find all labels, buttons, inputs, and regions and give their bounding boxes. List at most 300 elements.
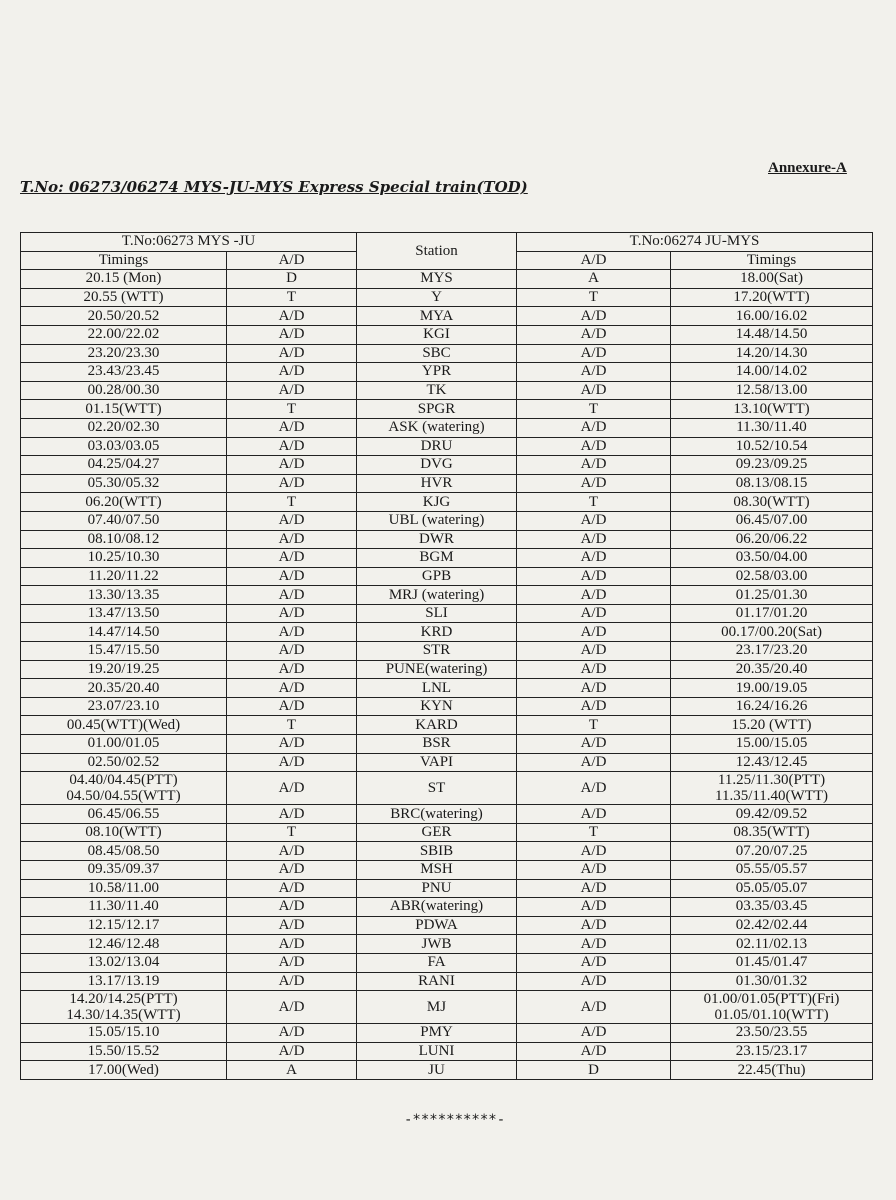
left-train-header: T.No:06273 MYS -JU	[21, 233, 357, 252]
up-timing-cell-line: 13.02/13.04	[87, 954, 160, 971]
down-ad-cell: A/D	[517, 307, 671, 326]
down-timing-cell	[671, 679, 873, 698]
down-ad-cell: A	[517, 270, 671, 289]
down-ad-cell: A/D	[517, 953, 671, 972]
down-ad-cell: A/D	[517, 972, 671, 991]
up-timing-cell-line: 15.47/15.50	[87, 642, 160, 659]
station-cell: SBC	[357, 344, 517, 363]
down-timing-cell-line: 06.20/06.22	[735, 530, 808, 547]
down-timing-cell	[671, 307, 873, 326]
table-row	[21, 530, 873, 549]
table-row	[21, 898, 873, 917]
station-cell: DRU	[357, 437, 517, 456]
up-timing-cell-line: 20.55 (WTT)	[83, 289, 164, 306]
right-ad-header: A/D	[517, 251, 671, 270]
down-timing-cell-line: 01.17/01.20	[735, 605, 808, 622]
up-timing-cell-line: 02.20/02.30	[87, 419, 160, 436]
down-timing-cell-line: 19.00/19.05	[735, 679, 808, 696]
station-cell: RANI	[357, 972, 517, 991]
down-timing-cell	[671, 567, 873, 586]
right-train-header: T.No:06274 JU-MYS	[517, 233, 873, 252]
down-timing-cell-line: 17.20(WTT)	[733, 289, 810, 306]
up-timing-cell	[21, 344, 227, 363]
station-cell: PNU	[357, 879, 517, 898]
up-timing-cell-line: 09.35/09.37	[87, 861, 160, 878]
up-timing-cell-line: 13.47/13.50	[87, 605, 160, 622]
down-timing-cell	[671, 400, 873, 419]
down-timing-cell-line: 01.05/01.10(WTT)	[714, 1007, 829, 1024]
up-timing-cell	[21, 307, 227, 326]
up-timing-cell-line: 10.58/11.00	[87, 879, 160, 896]
down-timing-cell	[671, 916, 873, 935]
down-ad-cell: T	[517, 288, 671, 307]
up-ad-cell: A/D	[227, 325, 357, 344]
down-timing-cell	[671, 418, 873, 437]
up-timing-cell	[21, 642, 227, 661]
up-timing-cell-line: 00.45(WTT)(Wed)	[66, 716, 181, 733]
down-timing-cell	[671, 437, 873, 456]
up-timing-cell	[21, 288, 227, 307]
up-ad-cell: T	[227, 400, 357, 419]
up-timing-cell	[21, 1061, 227, 1080]
up-ad-cell: A/D	[227, 953, 357, 972]
down-timing-cell	[671, 604, 873, 623]
down-timing-cell	[671, 935, 873, 954]
down-timing-cell-line: 03.50/04.00	[735, 549, 808, 566]
up-timing-cell	[21, 586, 227, 605]
up-timing-cell-line: 04.25/04.27	[87, 456, 160, 473]
table-row	[21, 1042, 873, 1061]
table-row	[21, 288, 873, 307]
up-timing-cell-line: 08.45/08.50	[87, 842, 160, 859]
down-timing-cell	[671, 861, 873, 880]
up-timing-cell-line: 23.43/23.45	[87, 363, 160, 380]
down-timing-cell-line: 16.00/16.02	[735, 307, 808, 324]
down-timing-cell-line: 16.24/16.26	[735, 698, 808, 715]
down-ad-cell: T	[517, 493, 671, 512]
down-ad-cell: A/D	[517, 418, 671, 437]
up-ad-cell: A/D	[227, 879, 357, 898]
table-row	[21, 735, 873, 754]
up-timing-cell	[21, 567, 227, 586]
down-ad-cell: A/D	[517, 381, 671, 400]
up-ad-cell: A/D	[227, 623, 357, 642]
down-timing-cell-line: 20.35/20.40	[735, 660, 808, 677]
table-row	[21, 823, 873, 842]
up-timing-cell	[21, 935, 227, 954]
up-timing-cell	[21, 511, 227, 530]
up-timing-cell	[21, 916, 227, 935]
up-ad-cell: A/D	[227, 935, 357, 954]
left-timings-header: Timings	[21, 251, 227, 270]
station-cell: ASK (watering)	[357, 418, 517, 437]
table-row	[21, 381, 873, 400]
up-ad-cell: A	[227, 1061, 357, 1080]
table-row	[21, 842, 873, 861]
down-timing-cell	[671, 879, 873, 898]
up-timing-cell-line: 01.15(WTT)	[85, 400, 162, 417]
up-timing-cell-line: 04.50/04.55(WTT)	[66, 788, 181, 805]
down-timing-cell	[671, 270, 873, 289]
left-ad-header: A/D	[227, 251, 357, 270]
up-timing-cell	[21, 861, 227, 880]
up-ad-cell: A/D	[227, 549, 357, 568]
down-ad-cell: A/D	[517, 604, 671, 623]
table-row	[21, 549, 873, 568]
up-ad-cell: A/D	[227, 679, 357, 698]
up-ad-cell: A/D	[227, 604, 357, 623]
down-timing-cell	[671, 972, 873, 991]
table-row	[21, 805, 873, 824]
up-timing-cell-line: 06.20(WTT)	[85, 493, 162, 510]
table-row	[21, 916, 873, 935]
up-timing-cell	[21, 363, 227, 382]
up-ad-cell: A/D	[227, 456, 357, 475]
down-timing-cell-line: 13.10(WTT)	[733, 400, 810, 417]
station-cell: ST	[357, 772, 517, 805]
down-ad-cell: A/D	[517, 898, 671, 917]
down-timing-cell	[671, 1061, 873, 1080]
station-cell: HVR	[357, 474, 517, 493]
up-timing-cell	[21, 735, 227, 754]
up-timing-cell	[21, 660, 227, 679]
down-timing-cell	[671, 549, 873, 568]
up-timing-cell-line: 14.30/14.35(WTT)	[66, 1007, 181, 1024]
up-ad-cell: A/D	[227, 474, 357, 493]
down-timing-cell	[671, 456, 873, 475]
timetable-header	[21, 233, 873, 270]
table-row	[21, 437, 873, 456]
up-timing-cell-line: 10.25/10.30	[87, 549, 160, 566]
station-cell: MYS	[357, 270, 517, 289]
document-title: T.No: 06273/06274 MYS-JU-MYS Express Special train(TOD)	[20, 178, 528, 196]
table-row	[21, 953, 873, 972]
timetable	[20, 232, 873, 1080]
down-timing-cell-line: 09.42/09.52	[735, 805, 808, 822]
down-ad-cell: A/D	[517, 1042, 671, 1061]
up-timing-cell-line: 14.20/14.25(PTT)	[69, 991, 178, 1008]
down-timing-cell	[671, 697, 873, 716]
up-timing-cell	[21, 493, 227, 512]
down-timing-cell-line: 08.13/08.15	[735, 475, 808, 492]
table-row	[21, 418, 873, 437]
down-ad-cell: A/D	[517, 456, 671, 475]
up-timing-cell-line: 23.20/23.30	[87, 344, 160, 361]
down-ad-cell: A/D	[517, 879, 671, 898]
down-ad-cell: A/D	[517, 916, 671, 935]
down-ad-cell: T	[517, 716, 671, 735]
up-ad-cell: T	[227, 288, 357, 307]
table-row	[21, 270, 873, 289]
table-row	[21, 753, 873, 772]
up-ad-cell: A/D	[227, 511, 357, 530]
down-ad-cell: A/D	[517, 474, 671, 493]
up-timing-cell-line: 17.00(Wed)	[88, 1061, 159, 1078]
station-cell: PDWA	[357, 916, 517, 935]
down-timing-cell-line: 11.25/11.30(PTT)	[717, 772, 826, 789]
down-timing-cell-line: 05.05/05.07	[735, 879, 808, 896]
down-ad-cell: A/D	[517, 530, 671, 549]
down-timing-cell	[671, 660, 873, 679]
up-timing-cell-line: 12.15/12.17	[87, 917, 160, 934]
up-ad-cell: A/D	[227, 307, 357, 326]
down-timing-cell-line: 23.15/23.17	[735, 1043, 808, 1060]
down-timing-cell	[671, 842, 873, 861]
up-timing-cell-line: 12.46/12.48	[87, 935, 160, 952]
up-timing-cell	[21, 456, 227, 475]
up-ad-cell: A/D	[227, 381, 357, 400]
down-ad-cell: A/D	[517, 511, 671, 530]
up-timing-cell	[21, 270, 227, 289]
table-row	[21, 344, 873, 363]
up-ad-cell: A/D	[227, 530, 357, 549]
down-timing-cell-line: 11.35/11.40(WTT)	[715, 788, 829, 805]
up-timing-cell	[21, 1024, 227, 1043]
up-timing-cell	[21, 474, 227, 493]
up-timing-cell-line: 06.45/06.55	[87, 805, 160, 822]
up-timing-cell	[21, 325, 227, 344]
station-cell: Y	[357, 288, 517, 307]
timetable-body	[21, 270, 873, 1080]
up-ad-cell: A/D	[227, 567, 357, 586]
down-timing-cell	[671, 288, 873, 307]
down-ad-cell: A/D	[517, 991, 671, 1024]
table-row	[21, 511, 873, 530]
up-timing-cell-line: 20.15 (Mon)	[85, 270, 162, 287]
station-cell: ABR(watering)	[357, 898, 517, 917]
up-timing-cell-line: 13.17/13.19	[87, 972, 160, 989]
down-timing-cell-line: 14.00/14.02	[735, 363, 808, 380]
table-row	[21, 991, 873, 1024]
down-ad-cell: A/D	[517, 586, 671, 605]
down-ad-cell: A/D	[517, 623, 671, 642]
down-timing-cell	[671, 586, 873, 605]
up-timing-cell	[21, 1042, 227, 1061]
station-cell: MRJ (watering)	[357, 586, 517, 605]
table-row	[21, 456, 873, 475]
table-row	[21, 642, 873, 661]
up-ad-cell: A/D	[227, 805, 357, 824]
down-ad-cell: A/D	[517, 549, 671, 568]
down-timing-cell-line: 14.48/14.50	[735, 326, 808, 343]
table-row	[21, 772, 873, 805]
up-ad-cell: T	[227, 823, 357, 842]
down-ad-cell: A/D	[517, 935, 671, 954]
up-timing-cell-line: 05.30/05.32	[87, 475, 160, 492]
annexure-label: Annexure-A	[768, 160, 847, 176]
station-cell: KARD	[357, 716, 517, 735]
down-ad-cell: A/D	[517, 753, 671, 772]
station-cell: STR	[357, 642, 517, 661]
down-ad-cell: A/D	[517, 1024, 671, 1043]
up-ad-cell: A/D	[227, 660, 357, 679]
table-row	[21, 307, 873, 326]
down-timing-cell	[671, 716, 873, 735]
down-timing-cell-line: 23.17/23.20	[735, 642, 808, 659]
up-timing-cell	[21, 437, 227, 456]
down-timing-cell	[671, 753, 873, 772]
down-timing-cell-line: 23.50/23.55	[735, 1024, 808, 1041]
down-timing-cell	[671, 1024, 873, 1043]
down-timing-cell-line: 02.42/02.44	[735, 917, 808, 934]
up-ad-cell: T	[227, 716, 357, 735]
up-ad-cell: T	[227, 493, 357, 512]
down-timing-cell	[671, 823, 873, 842]
down-ad-cell: A/D	[517, 805, 671, 824]
down-ad-cell: A/D	[517, 861, 671, 880]
station-cell: BSR	[357, 735, 517, 754]
up-ad-cell: A/D	[227, 972, 357, 991]
station-cell: SLI	[357, 604, 517, 623]
up-ad-cell: A/D	[227, 1042, 357, 1061]
table-row	[21, 604, 873, 623]
station-header: Station	[357, 233, 517, 270]
station-cell: GPB	[357, 567, 517, 586]
station-cell: KJG	[357, 493, 517, 512]
down-timing-cell-line: 00.17/00.20(Sat)	[721, 623, 822, 640]
station-cell: PMY	[357, 1024, 517, 1043]
table-row	[21, 861, 873, 880]
table-row	[21, 716, 873, 735]
down-ad-cell: D	[517, 1061, 671, 1080]
up-timing-cell-line: 08.10(WTT)	[85, 824, 162, 841]
up-timing-cell	[21, 530, 227, 549]
up-timing-cell-line: 20.35/20.40	[87, 679, 160, 696]
up-ad-cell: A/D	[227, 418, 357, 437]
up-timing-cell	[21, 604, 227, 623]
table-row	[21, 879, 873, 898]
up-timing-cell-line: 01.00/01.05	[87, 735, 160, 752]
station-cell: MYA	[357, 307, 517, 326]
down-timing-cell-line: 08.30(WTT)	[733, 493, 810, 510]
down-timing-cell-line: 11.30/11.40	[736, 419, 807, 436]
down-timing-cell-line: 01.30/01.32	[735, 972, 808, 989]
down-timing-cell	[671, 953, 873, 972]
up-ad-cell: D	[227, 270, 357, 289]
up-ad-cell: A/D	[227, 437, 357, 456]
up-ad-cell: A/D	[227, 861, 357, 880]
down-ad-cell: A/D	[517, 735, 671, 754]
station-cell: PUNE(watering)	[357, 660, 517, 679]
down-timing-cell-line: 01.45/01.47	[735, 954, 808, 971]
down-ad-cell: A/D	[517, 363, 671, 382]
up-timing-cell	[21, 716, 227, 735]
station-cell: MJ	[357, 991, 517, 1024]
station-cell: DWR	[357, 530, 517, 549]
station-cell: JU	[357, 1061, 517, 1080]
up-timing-cell-line: 15.50/15.52	[87, 1043, 160, 1060]
table-row	[21, 697, 873, 716]
up-ad-cell: A/D	[227, 898, 357, 917]
table-row	[21, 586, 873, 605]
up-timing-cell-line: 15.05/15.10	[87, 1024, 160, 1041]
down-ad-cell: A/D	[517, 344, 671, 363]
station-cell: MSH	[357, 861, 517, 880]
up-timing-cell-line: 04.40/04.45(PTT)	[69, 772, 178, 789]
table-row	[21, 400, 873, 419]
down-timing-cell	[671, 1042, 873, 1061]
table-row	[21, 325, 873, 344]
down-timing-cell	[671, 325, 873, 344]
station-cell: BGM	[357, 549, 517, 568]
down-timing-cell	[671, 735, 873, 754]
down-timing-cell	[671, 530, 873, 549]
table-row	[21, 1061, 873, 1080]
up-timing-cell	[21, 753, 227, 772]
down-timing-cell-line: 18.00(Sat)	[740, 270, 803, 287]
up-ad-cell: A/D	[227, 753, 357, 772]
up-timing-cell	[21, 697, 227, 716]
down-timing-cell-line: 02.11/02.13	[735, 935, 808, 952]
station-cell: YPR	[357, 363, 517, 382]
down-timing-cell-line: 08.35(WTT)	[733, 824, 810, 841]
up-ad-cell: A/D	[227, 697, 357, 716]
table-row	[21, 1024, 873, 1043]
down-ad-cell: A/D	[517, 842, 671, 861]
down-timing-cell-line: 01.00/01.05(PTT)(Fri)	[703, 991, 840, 1008]
down-timing-cell	[671, 623, 873, 642]
station-cell: GER	[357, 823, 517, 842]
up-timing-cell	[21, 679, 227, 698]
up-timing-cell-line: 13.30/13.35	[87, 586, 160, 603]
up-timing-cell	[21, 805, 227, 824]
down-timing-cell-line: 03.35/03.45	[735, 898, 808, 915]
table-row	[21, 567, 873, 586]
up-timing-cell	[21, 772, 227, 805]
down-ad-cell: A/D	[517, 772, 671, 805]
down-ad-cell: A/D	[517, 679, 671, 698]
down-timing-cell	[671, 381, 873, 400]
up-timing-cell-line: 19.20/19.25	[87, 660, 160, 677]
up-timing-cell-line: 11.20/11.22	[88, 567, 159, 584]
up-timing-cell	[21, 898, 227, 917]
up-timing-cell	[21, 823, 227, 842]
station-cell: SBIB	[357, 842, 517, 861]
down-timing-cell	[671, 474, 873, 493]
down-timing-cell-line: 01.25/01.30	[735, 586, 808, 603]
down-timing-cell-line: 15.00/15.05	[735, 735, 808, 752]
table-row	[21, 972, 873, 991]
up-ad-cell: A/D	[227, 642, 357, 661]
up-timing-cell	[21, 991, 227, 1024]
station-cell: BRC(watering)	[357, 805, 517, 824]
up-ad-cell: A/D	[227, 586, 357, 605]
down-timing-cell	[671, 772, 873, 805]
up-timing-cell	[21, 953, 227, 972]
table-row	[21, 363, 873, 382]
down-timing-cell	[671, 805, 873, 824]
down-timing-cell	[671, 991, 873, 1024]
table-row	[21, 623, 873, 642]
down-timing-cell	[671, 898, 873, 917]
up-timing-cell-line: 22.00/22.02	[87, 326, 160, 343]
table-row	[21, 493, 873, 512]
up-ad-cell: A/D	[227, 363, 357, 382]
up-timing-cell-line: 20.50/20.52	[87, 307, 160, 324]
station-cell: KRD	[357, 623, 517, 642]
down-ad-cell: A/D	[517, 697, 671, 716]
down-ad-cell: T	[517, 400, 671, 419]
up-timing-cell-line: 23.07/23.10	[87, 698, 160, 715]
up-timing-cell	[21, 623, 227, 642]
up-timing-cell-line: 03.03/03.05	[87, 437, 160, 454]
up-ad-cell: A/D	[227, 991, 357, 1024]
down-timing-cell	[671, 511, 873, 530]
up-timing-cell	[21, 972, 227, 991]
up-ad-cell: A/D	[227, 344, 357, 363]
down-ad-cell: A/D	[517, 325, 671, 344]
up-timing-cell-line: 08.10/08.12	[87, 530, 160, 547]
